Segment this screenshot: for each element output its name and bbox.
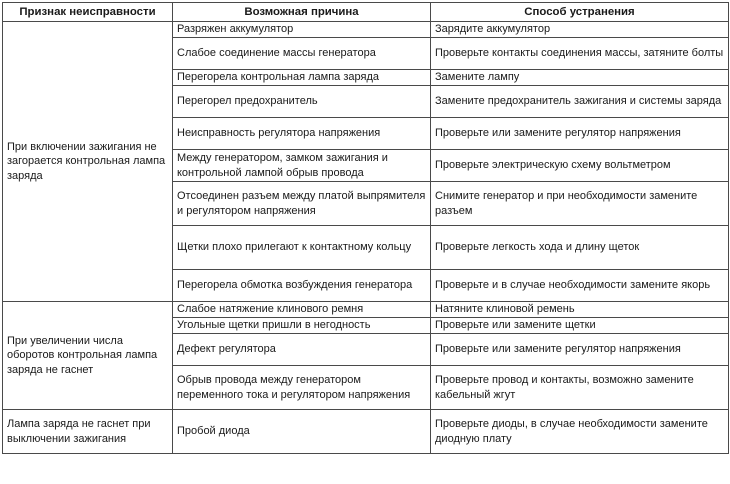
remedy-cell: Замените лампу [431,70,729,86]
table-row [3,22,729,38]
header-cause: Возможная причина [173,3,431,22]
header-remedy: Способ устранения [431,3,729,22]
cause-cell: Перегорела обмотка возбуждения генератора [173,270,431,302]
remedy-cell: Проверьте электрическую схему вольтметром [431,150,729,182]
table-row [3,410,729,454]
symptom-cell: Лампа заряда не гаснет при выключении зажигания [3,410,173,454]
cause-cell: Дефект регулятора [173,334,431,366]
cause-cell: Обрыв провода между генератором переменного тока и регулятором напряжения [173,366,431,410]
remedy-cell: Зарядите аккумулятор [431,22,729,38]
table-row [3,302,729,318]
remedy-cell: Проверьте контакты соединения массы, затяните болты [431,38,729,70]
header-symptom: Признак неисправности [3,3,173,22]
remedy-cell: Натяните клиновой ремень [431,302,729,318]
remedy-cell: Проверьте и в случае необходимости замените якорь [431,270,729,302]
symptom-cell: При включении зажигания не загорается контрольная лампа заряда [3,22,173,302]
cause-cell: Неисправность регулятора напряжения [173,118,431,150]
cause-cell: Угольные щетки пришли в негодность [173,318,431,334]
remedy-cell: Проверьте или замените щетки [431,318,729,334]
cause-cell: Перегорела контрольная лампа заряда [173,70,431,86]
remedy-cell: Замените предохранитель зажигания и системы заряда [431,86,729,118]
cause-cell: Пробой диода [173,410,431,454]
header-row [3,3,729,22]
cause-cell: Разряжен аккумулятор [173,22,431,38]
cause-cell: Слабое соединение массы генератора [173,38,431,70]
remedy-cell: Проверьте провод и контакты, возможно замените кабельный жгут [431,366,729,410]
remedy-cell: Проверьте или замените регулятор напряжения [431,334,729,366]
remedy-cell: Снимите генератор и при необходимости замените разъем [431,182,729,226]
cause-cell: Слабое натяжение клинового ремня [173,302,431,318]
symptom-cell: При увеличении числа оборотов контрольная лампа заряда не гаснет [3,302,173,410]
troubleshooting-table [2,2,729,454]
remedy-cell: Проверьте легкость хода и длину щеток [431,226,729,270]
cause-cell: Между генератором, замком зажигания и контрольной лампой обрыв провода [173,150,431,182]
cause-cell: Отсоединен разъем между платой выпрямителя и регулятором напряжения [173,182,431,226]
remedy-cell: Проверьте диоды, в случае необходимости замените диодную плату [431,410,729,454]
cause-cell: Перегорел предохранитель [173,86,431,118]
cause-cell: Щетки плохо прилегают к контактному кольцу [173,226,431,270]
remedy-cell: Проверьте или замените регулятор напряжения [431,118,729,150]
